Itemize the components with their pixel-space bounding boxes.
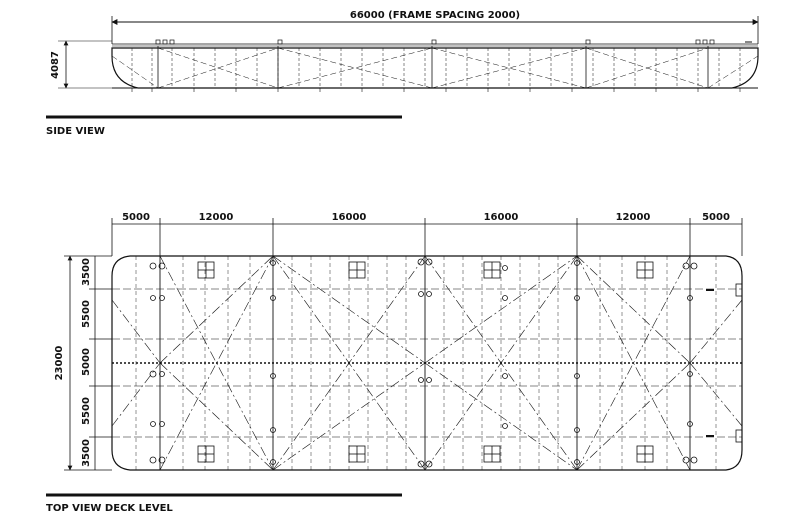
top-dim-1: 5000 (122, 212, 150, 223)
top-dim-6: 5000 (702, 212, 730, 223)
side-view (46, 16, 758, 117)
side-length-dimension: 66000 (FRAME SPACING 2000) (349, 10, 521, 21)
overall-width-dimension: 23000 (54, 345, 65, 381)
top-view (46, 218, 742, 495)
left-dim-3: 5000 (81, 348, 92, 376)
deck-bracing (112, 256, 742, 470)
side-height-dimension: 4087 (50, 51, 61, 79)
top-dim-3: 16000 (331, 212, 367, 223)
left-dim-4: 5500 (81, 397, 92, 425)
deck-outline (112, 256, 742, 470)
side-view-label: SIDE VIEW (46, 126, 105, 137)
top-view-label: TOP VIEW DECK LEVEL (46, 503, 173, 514)
top-dim-4: 16000 (483, 212, 519, 223)
side-hull (112, 48, 758, 88)
side-frame-lines (132, 48, 740, 88)
left-dim-5: 3500 (81, 439, 92, 467)
deck-hatches (198, 262, 653, 462)
left-dim-1: 3500 (81, 258, 92, 286)
top-dim-5: 12000 (615, 212, 651, 223)
side-bracing (112, 48, 758, 88)
left-dim-2: 5500 (81, 300, 92, 328)
top-dim-2: 12000 (198, 212, 234, 223)
